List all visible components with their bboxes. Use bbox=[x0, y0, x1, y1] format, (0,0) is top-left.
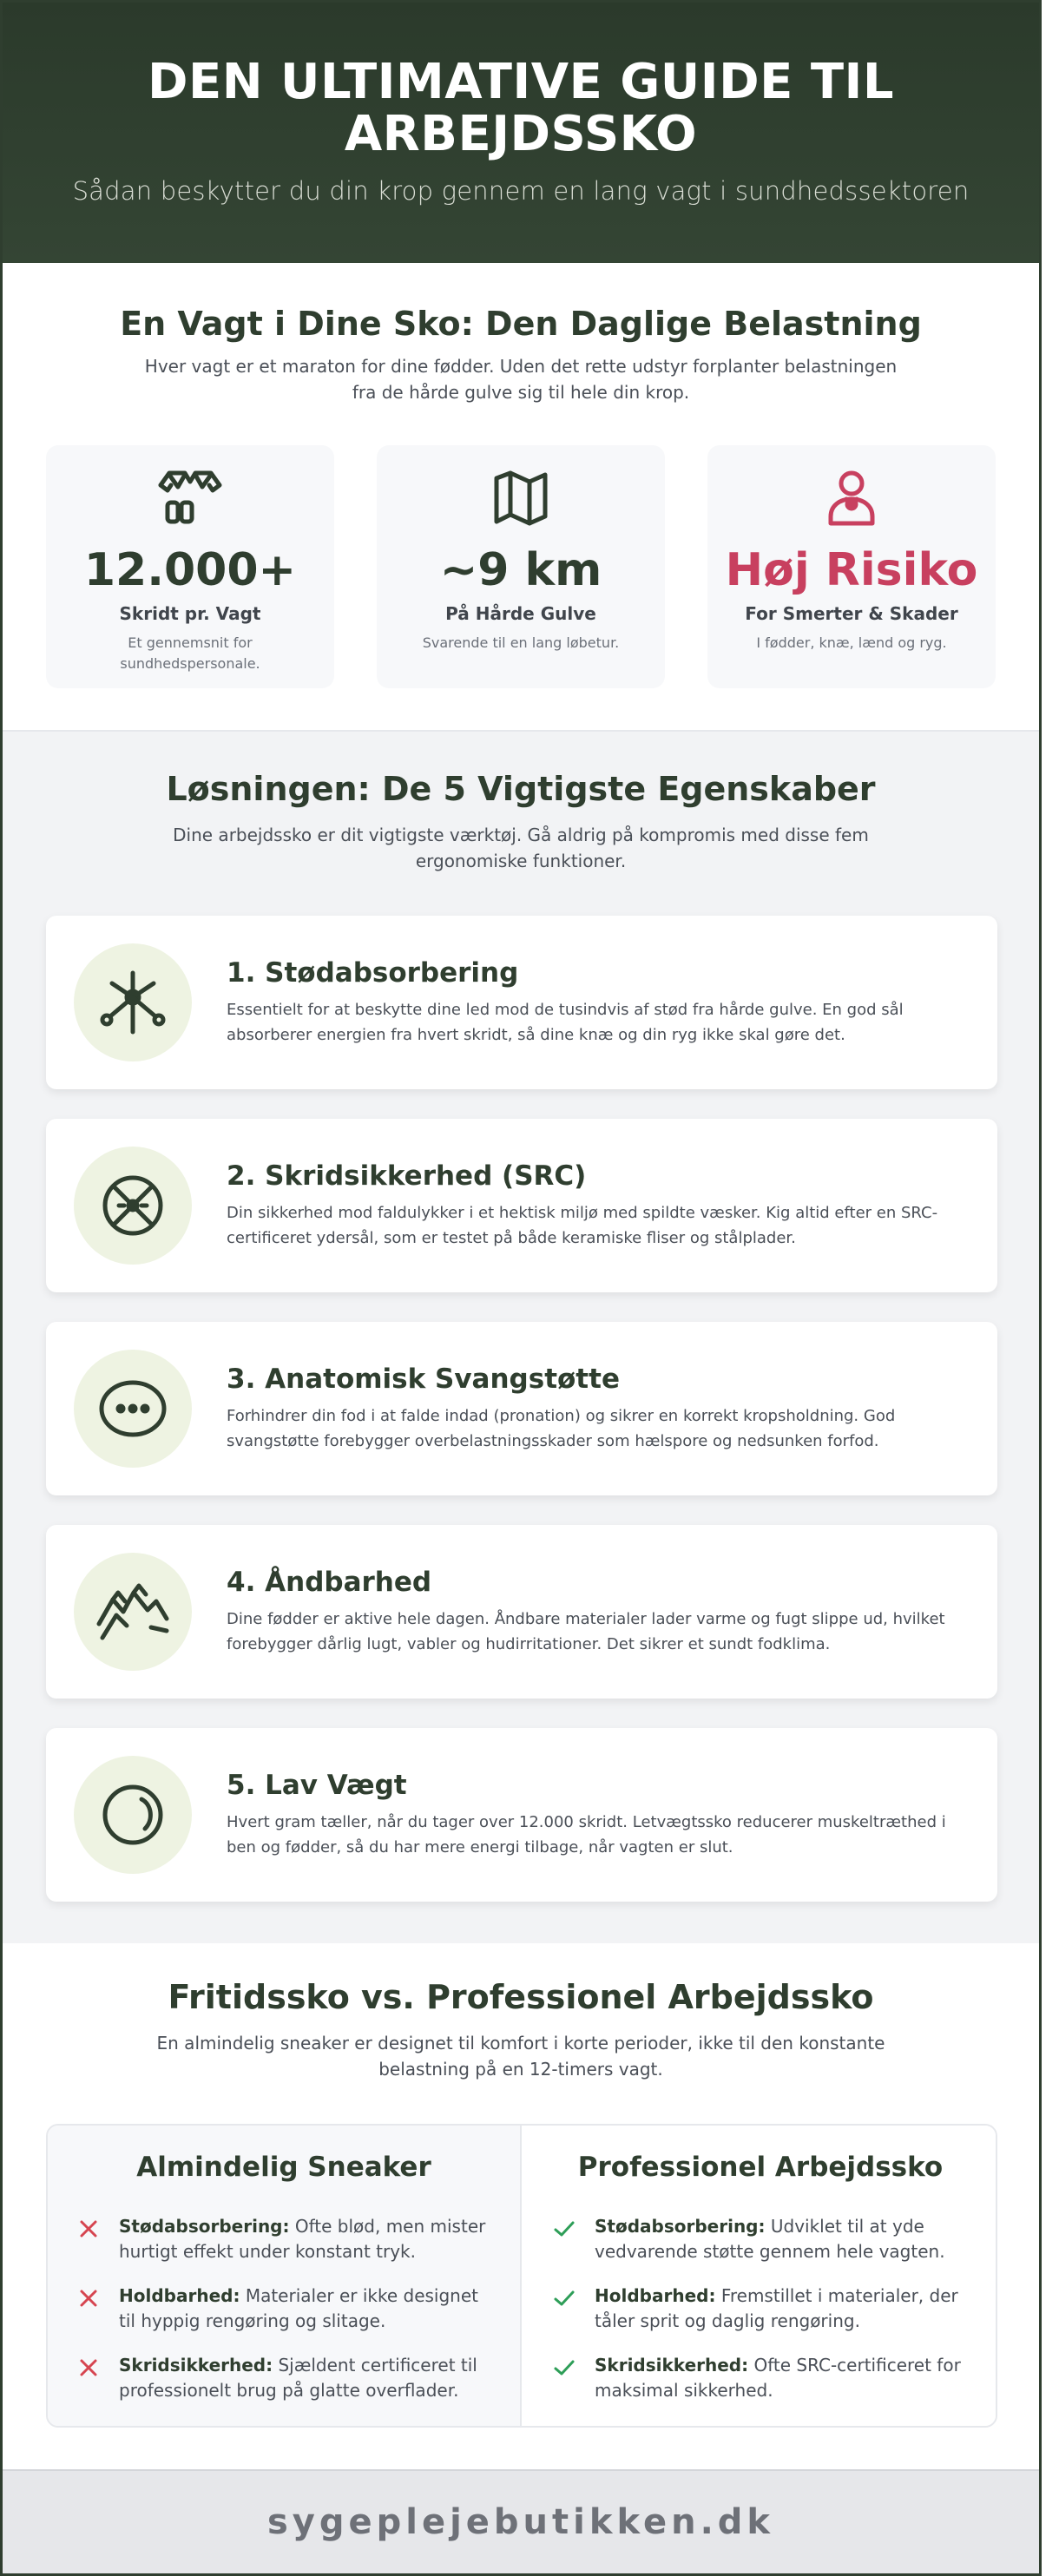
comparison-item bbox=[77, 2284, 494, 2344]
comparison-section bbox=[3, 1943, 1039, 2469]
comparison-label: Holdbarhed: bbox=[595, 2285, 716, 2306]
feature-title: 4. Åndbarhed bbox=[227, 1567, 432, 1598]
feature-text: Forhindrer din fod i at falde indad (pronation) og sikrer en korrekt kropsholdning. God svangstøtte forebygger overbelastningsskader som hælspore og nedsunken forfod. bbox=[227, 1407, 896, 1450]
cross-icon bbox=[77, 2356, 100, 2379]
scrubs-icon bbox=[46, 468, 334, 529]
arch-support-icon bbox=[74, 1350, 192, 1468]
comparison-item bbox=[553, 2214, 971, 2275]
stat-value: ~9 km bbox=[439, 544, 602, 596]
breathability-icon bbox=[74, 1553, 192, 1671]
hero-header bbox=[3, 3, 1039, 263]
solution-section bbox=[3, 732, 1039, 1943]
section-intro: Hver vagt er et maraton for dine fødder. Uden det rette udstyr forplanter belastningen fra de hårde gulve sig til hele din krop. bbox=[144, 356, 898, 403]
comparison-label: Stødabsorbering: bbox=[119, 2216, 290, 2237]
feature-title: 3. Anatomisk Svangstøtte bbox=[227, 1364, 620, 1395]
stat-card-steps bbox=[46, 445, 334, 688]
stat-label: På Hårde Gulve bbox=[445, 603, 596, 624]
column-title: Almindelig Sneaker bbox=[136, 2152, 431, 2183]
feature-card-breathability bbox=[46, 1525, 997, 1699]
section-title: Fritidssko vs. Professionel Arbejdssko bbox=[168, 1978, 874, 2016]
comparison-value: Udviklet til at yde vedvarende støtte gennem hele vagten. bbox=[595, 2216, 945, 2262]
feature-card-anti-slip bbox=[46, 1119, 997, 1292]
cross-icon bbox=[77, 2287, 100, 2310]
section-intro: En almindelig sneaker er designet til komfort i korte perioder, ikke til den konstante belastning på en 12-timers vagt. bbox=[156, 2033, 885, 2080]
feature-card-arch-support bbox=[46, 1322, 997, 1495]
stat-label: Skridt pr. Vagt bbox=[119, 603, 261, 624]
feature-text: Hvert gram tæller, når du tager over 12.000 skridt. Letvægtssko reducerer muskeltræthed i ben og fødder, så du har mere energi tilbage, når vagten er slut. bbox=[227, 1813, 946, 1856]
feature-title: 2. Skridsikkerhed (SRC) bbox=[227, 1160, 587, 1192]
anti-slip-icon bbox=[74, 1147, 192, 1265]
comparison-value: Fremstillet i materialer, der tåler sprit og daglig rengøring. bbox=[595, 2285, 958, 2331]
check-icon bbox=[553, 2356, 576, 2379]
section-intro: Dine arbejdssko er dit vigtigste værktøj. Gå aldrig på kompromis med disse fem ergonomiske funktioner. bbox=[173, 825, 869, 871]
feature-title: 1. Stødabsorbering bbox=[227, 957, 519, 989]
comparison-text bbox=[119, 2353, 494, 2403]
comparison-text bbox=[595, 2214, 971, 2264]
person-injury-icon bbox=[707, 468, 996, 529]
comparison-value: Ofte SRC-certificeret for maksimal sikkerhed. bbox=[595, 2355, 961, 2401]
map-icon bbox=[377, 468, 665, 529]
comparison-label: Skridsikkerhed: bbox=[595, 2355, 749, 2376]
comparison-item bbox=[553, 2284, 971, 2344]
column-title: Professionel Arbejdssko bbox=[577, 2152, 944, 2183]
comparison-text bbox=[119, 2284, 494, 2334]
comparison-label: Skridsikkerhed: bbox=[119, 2355, 273, 2376]
comparison-label: Holdbarhed: bbox=[119, 2285, 240, 2306]
stat-card-risk bbox=[707, 445, 996, 688]
comparison-item bbox=[553, 2353, 971, 2414]
shock-absorption-icon bbox=[74, 943, 192, 1061]
feature-card-shock-absorption bbox=[46, 916, 997, 1089]
comparison-column-sneaker bbox=[48, 2126, 522, 2426]
comparison-text bbox=[595, 2353, 971, 2403]
comparison-item bbox=[77, 2214, 494, 2275]
section-title: En Vagt i Dine Sko: Den Daglige Belastning bbox=[120, 305, 922, 343]
stat-description: I fødder, knæ, lænd og ryg. bbox=[756, 634, 947, 651]
comparison-item bbox=[77, 2353, 494, 2414]
comparison-column-professional bbox=[523, 2126, 997, 2426]
comparison-value: Ofte blød, men mister hurtigt effekt under konstant tryk. bbox=[119, 2216, 486, 2262]
feature-title: 5. Lav Vægt bbox=[227, 1770, 407, 1801]
comparison-text bbox=[119, 2214, 494, 2264]
daily-load-section bbox=[3, 263, 1039, 732]
check-icon bbox=[553, 2218, 576, 2240]
footer bbox=[3, 2469, 1039, 2573]
cross-icon bbox=[77, 2218, 100, 2240]
comparison-text bbox=[595, 2284, 971, 2334]
stat-card-distance bbox=[377, 445, 665, 688]
section-title: Løsningen: De 5 Vigtigste Egenskaber bbox=[166, 770, 876, 808]
comparison-value: Materialer er ikke designet til hyppig rengøring og slitage. bbox=[119, 2285, 478, 2331]
page-subtitle: Sådan beskytter du din krop gennem en lang vagt i sundhedssektoren bbox=[72, 176, 970, 206]
comparison-value: Sjældent certificeret til professionelt brug på glatte overflader. bbox=[119, 2355, 477, 2401]
page-margin bbox=[1042, 0, 1059, 2576]
comparison-table bbox=[46, 2124, 997, 2428]
feature-text: Dine fødder er aktive hele dagen. Åndbare materialer lader varme og fugt slippe ud, hvilket forebygger dårlig lugt, vabler og hudirritationer. Det sikrer et sundt fodklima. bbox=[227, 1610, 945, 1653]
check-icon bbox=[553, 2287, 576, 2310]
stat-description: Et gennemsnit for sundhedspersonale. bbox=[120, 634, 260, 672]
stat-value: Høj Risiko bbox=[725, 544, 978, 596]
comparison-label: Stødabsorbering: bbox=[595, 2216, 766, 2237]
lightweight-icon bbox=[74, 1756, 192, 1874]
stat-label: For Smerter & Skader bbox=[745, 603, 958, 624]
footer-brand: sygeplejebutikken.dk bbox=[266, 2502, 775, 2542]
stat-value: 12.000+ bbox=[83, 544, 297, 596]
feature-text: Essentielt for at beskytte dine led mod de tusindvis af stød fra hårde gulve. En god sål absorberer energien fra hvert skridt, så dine knæ og din ryg ikke skal gøre det. bbox=[227, 1001, 904, 1044]
stat-description: Svarende til en lang løbetur. bbox=[422, 634, 620, 651]
page-title: DEN ULTIMATIVE GUIDE TIL ARBEJDSSKO bbox=[147, 54, 895, 162]
feature-text: Din sikkerhed mod faldulykker i et hektisk miljø med spildte væsker. Kig altid efter en SRC-certificeret ydersål, som er testet på både keramiske fliser og stålplader. bbox=[227, 1204, 938, 1247]
feature-card-lightweight bbox=[46, 1728, 997, 1902]
